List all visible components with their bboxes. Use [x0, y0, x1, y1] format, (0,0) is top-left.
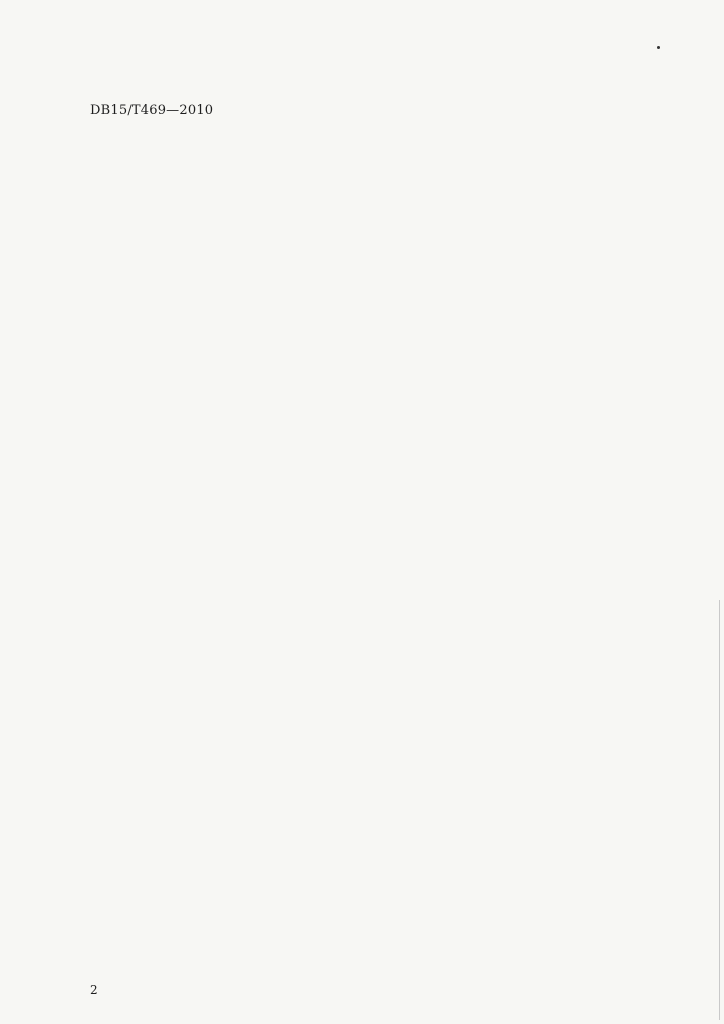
- page-number: 2: [90, 983, 98, 997]
- scan-speck: [657, 46, 660, 49]
- document-code-header: DB15/T469—2010: [90, 103, 214, 118]
- scan-edge-mark: [719, 600, 720, 1020]
